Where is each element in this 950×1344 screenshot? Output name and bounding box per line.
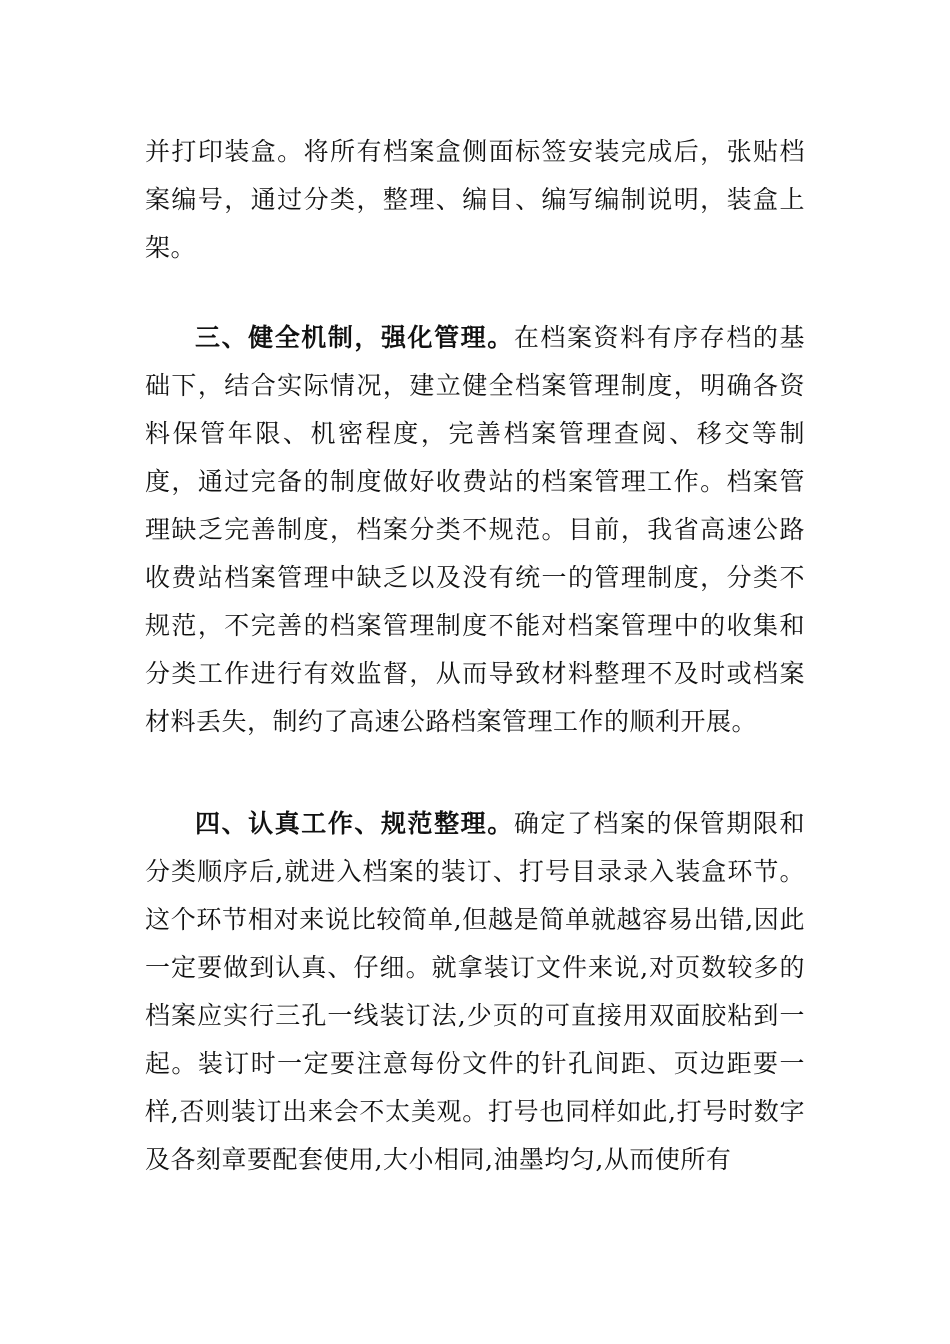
paragraph-2 <box>145 314 805 746</box>
paragraph-3-text: 确定了档案的保管期限和分类顺序后,就进入档案的装订、打号目录录入装盒环节。这个环节相对来说比较简单,但越是简单就越容易出错,因此一定要做到认真、仔细。就拿装订文件来说,对页数较多的档案应实行三孔一线装订法,少页的可直接用双面胶粘到一起。装订时一定要注意每份文件的针孔间距、页边距要一样,否则装订出来会不太美观。打号也同样如此,打号时数字及各刻章要配套使用,大小相同,油墨均匀,从而使所有 <box>145 809 805 1174</box>
paragraph-2-heading: 三、健全机制，强化管理。 <box>195 323 514 352</box>
paragraph-2-text: 在档案资料有序存档的基础下，结合实际情况，建立健全档案管理制度，明确各资料保管年限、机密程度，完善档案管理查阅、移交等制度，通过完备的制度做好收费站的档案管理工作。档案管理缺乏完善制度，档案分类不规范。目前，我省高速公路收费站档案管理中缺乏以及没有统一的管理制度，分类不规范，不完善的档案管理制度不能对档案管理中的收集和分类工作进行有效监督，从而导致材料整理不及时或档案材料丢失，制约了高速公路档案管理工作的顺利开展。 <box>145 323 805 736</box>
paragraph-1 <box>145 128 805 272</box>
paragraph-3-heading: 四、认真工作、规范整理。 <box>195 809 514 838</box>
paragraph-1-text: 并打印装盒。将所有档案盒侧面标签安装完成后，张贴档案编号，通过分类，整理、编目、编写编制说明，装盒上架。 <box>145 137 805 262</box>
paragraph-3 <box>145 800 805 1184</box>
